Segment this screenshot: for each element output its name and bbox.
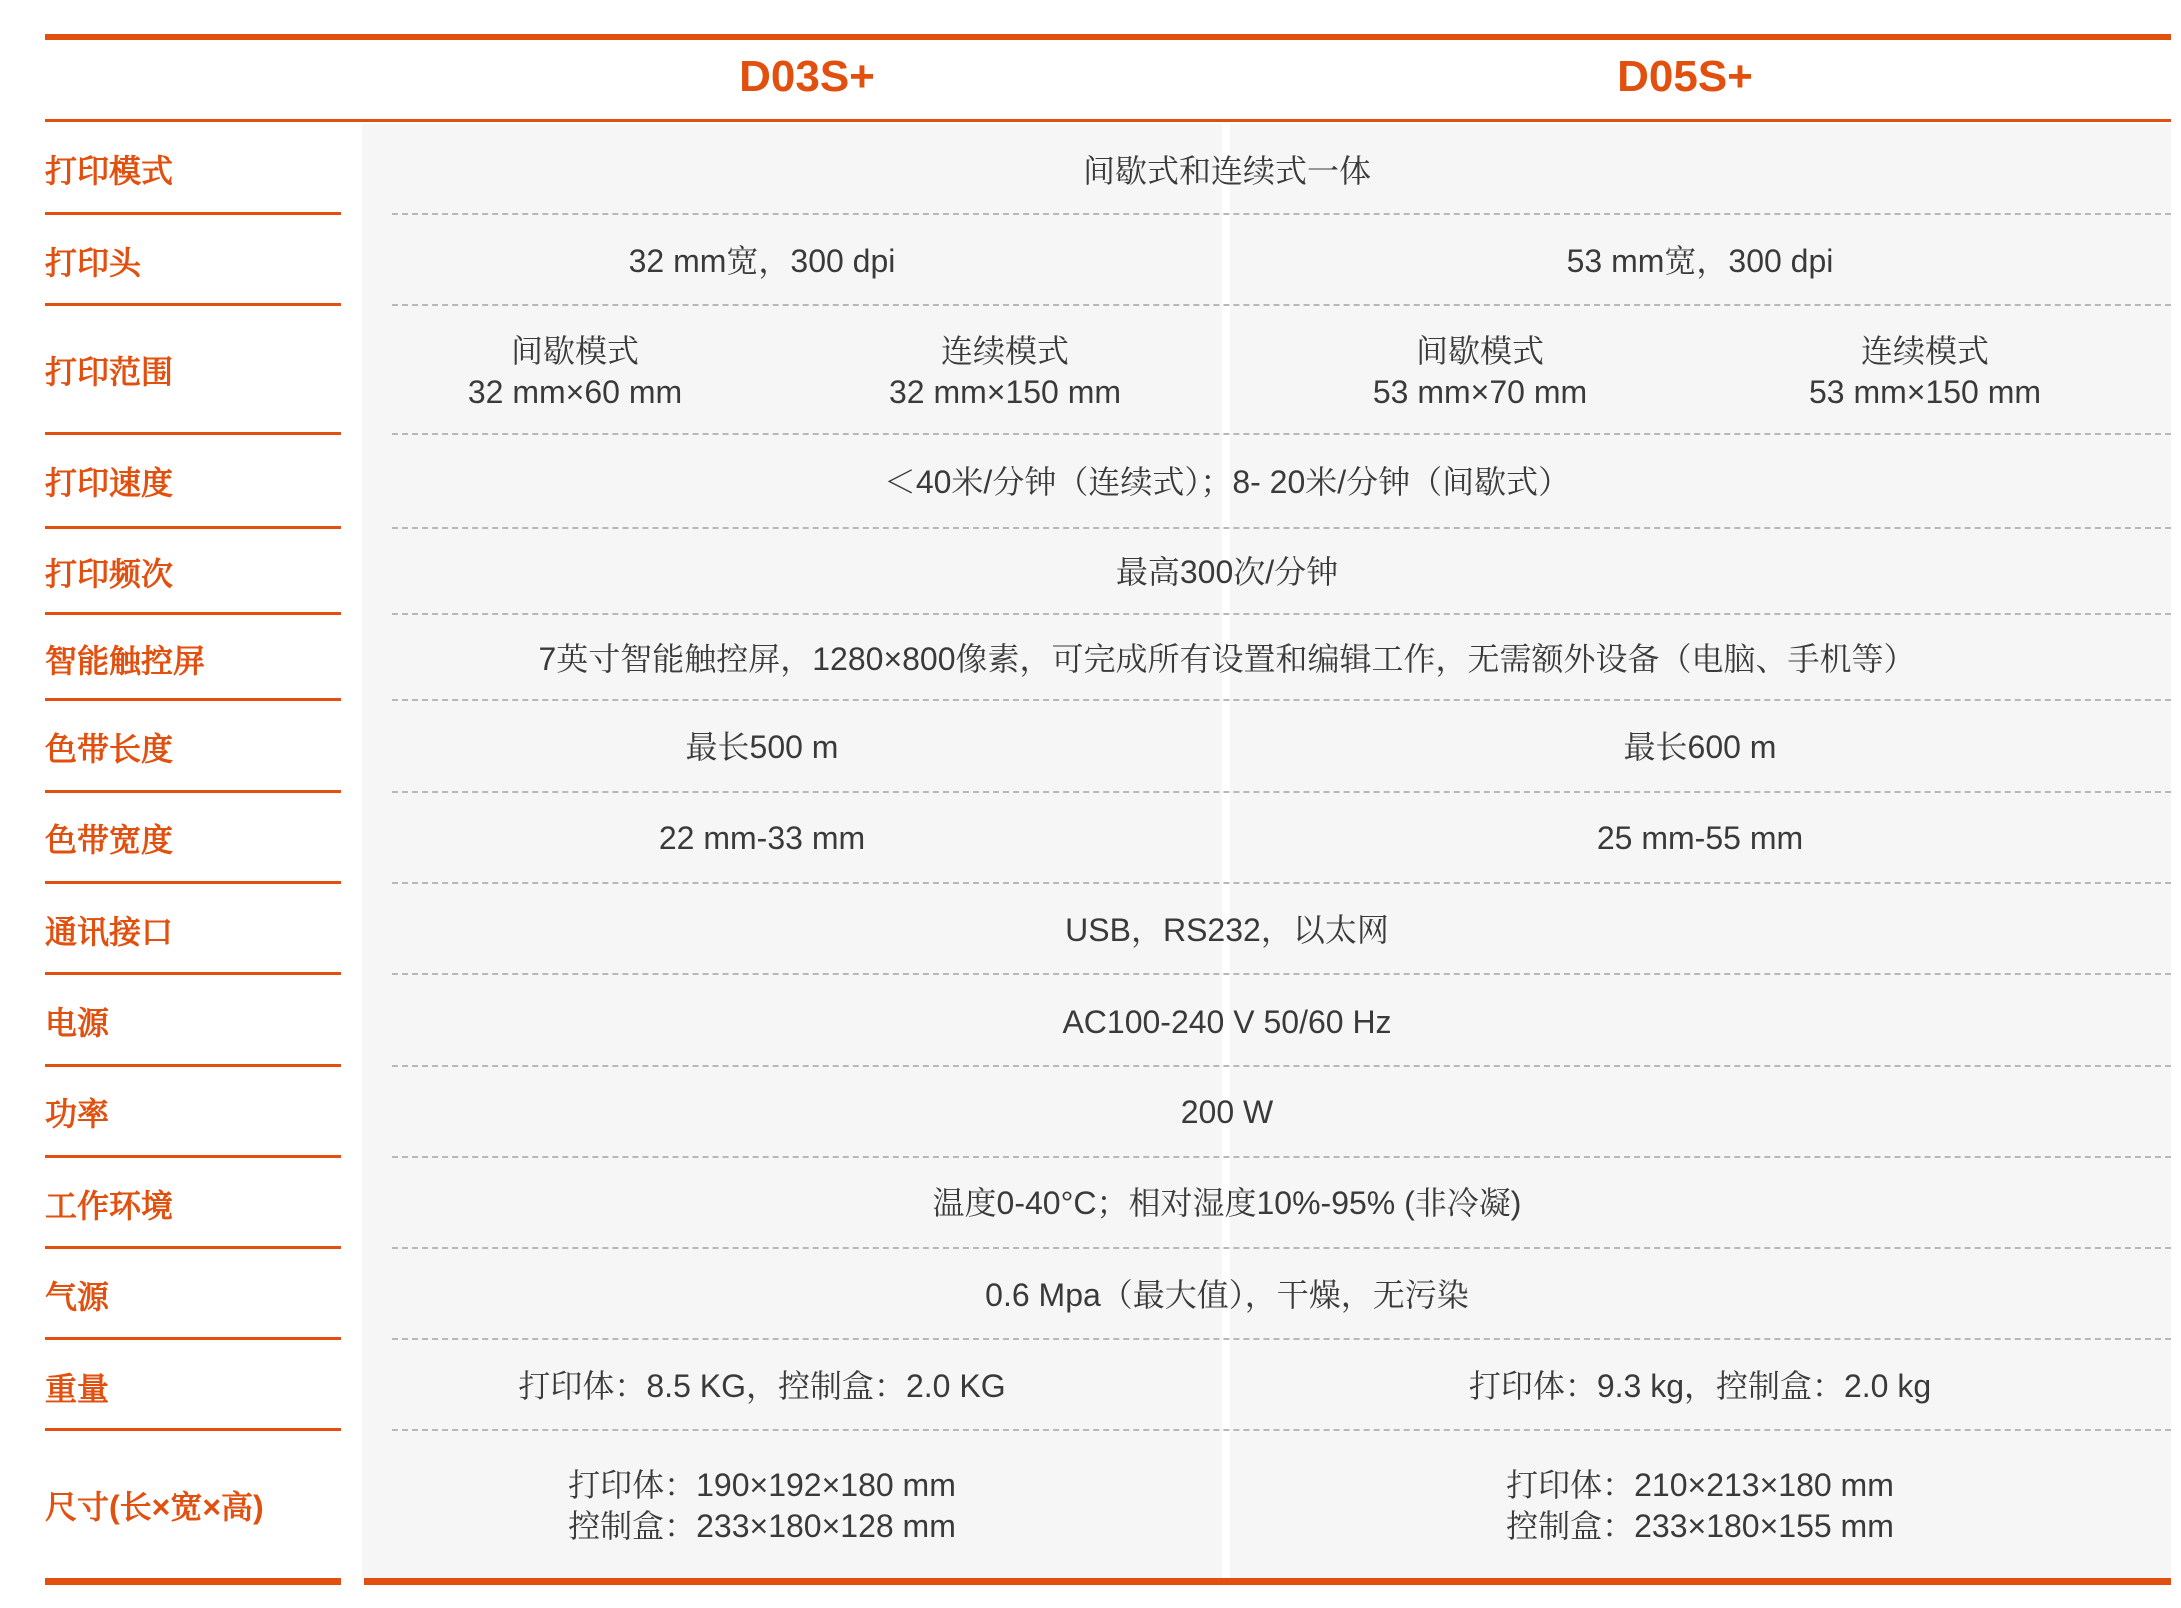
spec-value: AC100-240 V 50/60 Hz bbox=[1062, 1003, 1392, 1040]
row-label: 尺寸(长×宽×高) bbox=[45, 1489, 264, 1525]
spec-value: 0.6 Mpa（最大值），干燥，无污染 bbox=[985, 1276, 1469, 1313]
row-label: 打印速度 bbox=[45, 465, 174, 501]
spec-value-d05s: 25 mm-55 mm bbox=[1596, 819, 1804, 856]
row-divider bbox=[392, 304, 2171, 306]
spec-value-d03s: 32 mm宽，300 dpi bbox=[628, 242, 896, 279]
row-label: 功率 bbox=[45, 1096, 110, 1132]
spec-value: 200 W bbox=[1180, 1093, 1274, 1130]
row-label: 色带宽度 bbox=[45, 822, 174, 858]
spec-value-d05s: 最长600 m bbox=[1623, 728, 1777, 765]
row-divider bbox=[392, 1338, 2171, 1340]
row-label: 重量 bbox=[45, 1371, 110, 1407]
range-size: 32 mm×60 mm bbox=[467, 374, 683, 410]
range-mode: 连续模式 bbox=[1860, 333, 1989, 369]
range-mode: 连续模式 bbox=[940, 333, 1069, 369]
row-divider bbox=[392, 527, 2171, 529]
top-rule bbox=[45, 34, 2171, 40]
row-label: 电源 bbox=[45, 1005, 110, 1041]
spec-value: 7英寸智能触控屏，1280×800像素，可完成所有设置和编辑工作，无需额外设备（电脑、手机等） bbox=[538, 640, 1916, 677]
row-label: 气源 bbox=[45, 1279, 110, 1315]
range-size: 53 mm×150 mm bbox=[1808, 374, 2042, 410]
row-label: 工作环境 bbox=[45, 1188, 174, 1224]
row-divider bbox=[392, 433, 2171, 435]
dimension-line: 控制盒：233×180×155 mm bbox=[1506, 1508, 1894, 1544]
header-rule bbox=[45, 119, 2171, 122]
dimension-cell-d05s bbox=[1310, 1436, 2090, 1576]
spec-value-d03s: 22 mm-33 mm bbox=[658, 819, 866, 856]
row-label: 打印范围 bbox=[45, 354, 174, 390]
row-divider bbox=[392, 882, 2171, 884]
row-divider bbox=[392, 791, 2171, 793]
row-label: 打印头 bbox=[45, 245, 142, 281]
range-cell-a1 bbox=[415, 310, 735, 434]
range-cell-b1 bbox=[1320, 310, 1640, 434]
bottom-rule-table bbox=[364, 1578, 2171, 1585]
range-cell-b2 bbox=[1760, 310, 2090, 434]
row-divider bbox=[392, 213, 2171, 215]
range-size: 32 mm×150 mm bbox=[888, 374, 1122, 410]
dimension-line: 控制盒：233×180×128 mm bbox=[568, 1508, 956, 1544]
row-divider bbox=[392, 1156, 2171, 1158]
row-divider bbox=[392, 1247, 2171, 1249]
spec-value: 最高300次/分钟 bbox=[1115, 553, 1339, 590]
row-divider bbox=[392, 1429, 2171, 1431]
spec-value-d03s: 打印体：8.5 KG，控制盒：2.0 KG bbox=[518, 1367, 1006, 1404]
label-divider bbox=[45, 212, 341, 215]
row-divider bbox=[392, 1065, 2171, 1067]
row-divider bbox=[392, 613, 2171, 615]
dimension-line: 打印体：190×192×180 mm bbox=[568, 1467, 956, 1503]
spec-value: 间歇式和连续式一体 bbox=[1082, 152, 1371, 189]
spec-value: ＜40米/分钟（连续式）；8- 20米/分钟（间歇式） bbox=[883, 463, 1571, 500]
row-label: 通讯接口 bbox=[45, 914, 174, 950]
row-label: 智能触控屏 bbox=[45, 643, 206, 679]
range-cell-a2 bbox=[845, 310, 1165, 434]
spec-value-d03s: 最长500 m bbox=[685, 728, 839, 765]
range-mode: 间歇模式 bbox=[510, 333, 639, 369]
row-divider bbox=[392, 973, 2171, 975]
range-size: 53 mm×70 mm bbox=[1372, 374, 1588, 410]
range-mode: 间歇模式 bbox=[1415, 333, 1544, 369]
spec-value-d05s: 打印体：9.3 kg，控制盒：2.0 kg bbox=[1468, 1367, 1932, 1404]
spec-value-d05s: 53 mm宽，300 dpi bbox=[1566, 242, 1834, 279]
row-label: 打印模式 bbox=[45, 153, 174, 189]
model-name-d05s: D05S+ bbox=[1617, 52, 1753, 101]
row-label: 打印频次 bbox=[45, 556, 174, 592]
dimension-line: 打印体：210×213×180 mm bbox=[1506, 1467, 1894, 1503]
spec-value: USB，RS232，以太网 bbox=[1065, 911, 1389, 948]
spec-value: 温度0-40°C；相对湿度10%-95% (非冷凝) bbox=[932, 1184, 1522, 1221]
row-divider bbox=[392, 699, 2171, 701]
row-label: 色带长度 bbox=[45, 731, 174, 767]
bottom-rule-label bbox=[45, 1578, 341, 1585]
dimension-cell-d03s bbox=[392, 1436, 1132, 1576]
model-name-d03s: D03S+ bbox=[739, 52, 875, 101]
